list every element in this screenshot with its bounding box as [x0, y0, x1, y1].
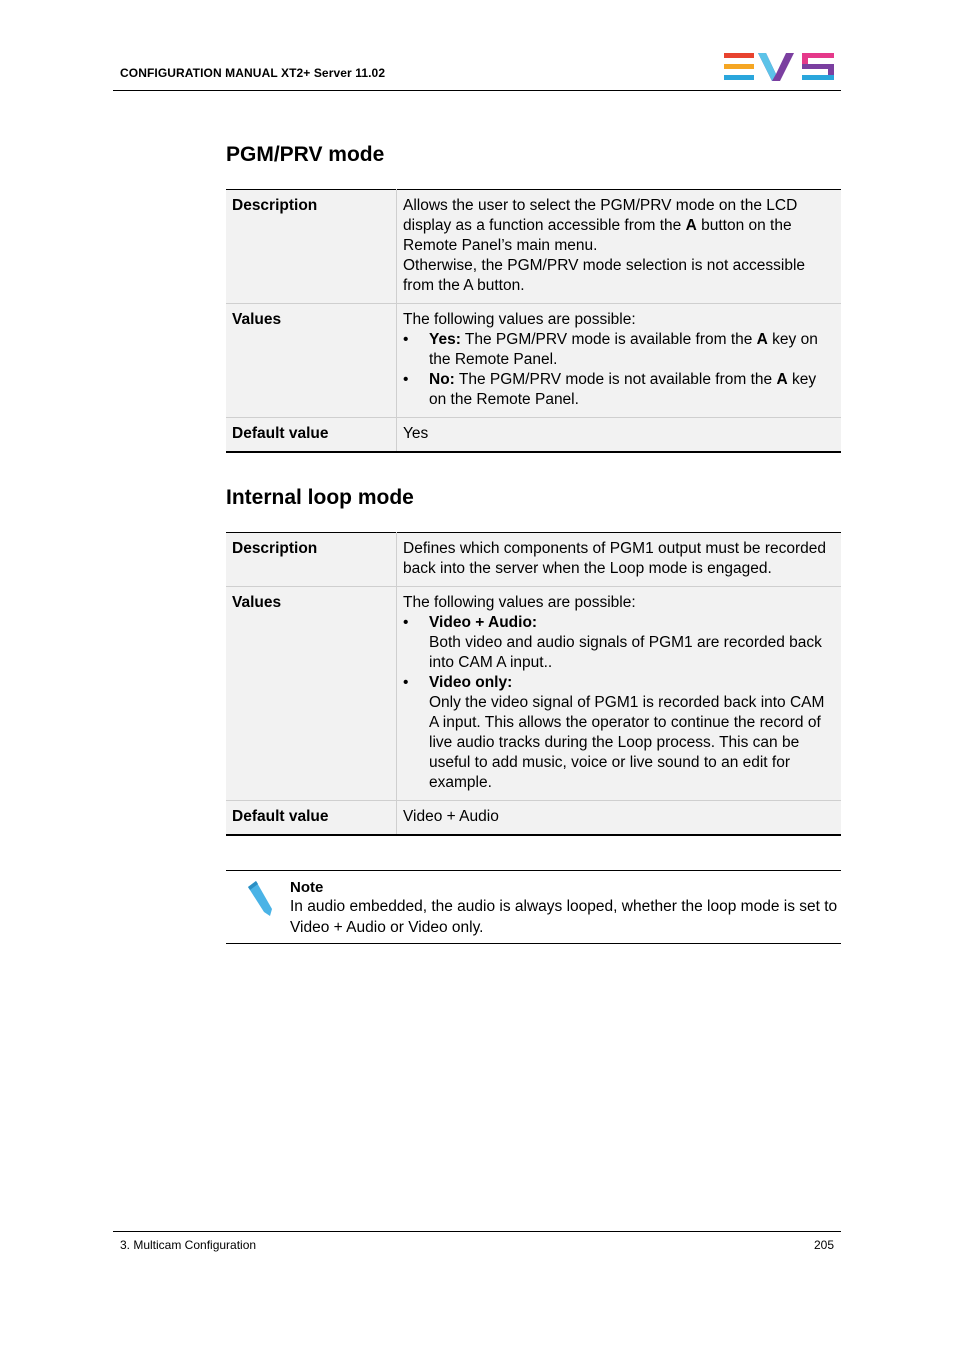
text-run: Defines which components of PGM1 output must be recorded back into the server when the Loop mode is engaged.: [403, 540, 827, 577]
note-text: In audio embedded, the audio is always looped, whether the loop mode is set to Video + Audio or Video only.: [290, 898, 838, 936]
list-item: [403, 673, 834, 793]
pencil-icon: [244, 879, 274, 917]
bold-text: Video only:: [429, 674, 513, 691]
bold-text: Yes:: [429, 331, 461, 348]
property-value: [397, 801, 842, 836]
property-name: Values: [226, 304, 397, 418]
values-intro: The following values are possible:: [403, 594, 636, 611]
property-value: [397, 304, 842, 418]
value-line: [403, 424, 834, 444]
values-intro: The following values are possible:: [403, 311, 636, 328]
text-run: Video + Audio: [403, 808, 499, 825]
property-value: [397, 190, 842, 304]
list-item: [403, 370, 834, 410]
table-row: [226, 190, 841, 304]
internal-loop-properties-table: [226, 532, 841, 836]
table-row: [226, 418, 841, 453]
bold-text: A: [776, 371, 788, 388]
text-run: The PGM/PRV mode is available from the: [460, 331, 757, 348]
text-run: button on the Remote Panel’s main menu.: [403, 217, 792, 254]
property-name: Default value: [226, 801, 397, 836]
bold-text: A: [685, 217, 697, 234]
evs-logo: [724, 52, 836, 82]
property-name: Default value: [226, 418, 397, 453]
table-row: [226, 533, 841, 587]
bold-text: Video + Audio:: [429, 614, 538, 631]
value-line: [403, 196, 834, 256]
list-item: [403, 330, 834, 370]
header-divider: [113, 90, 841, 91]
section-title-internal-loop: Internal loop mode: [226, 486, 414, 509]
note-box: [226, 870, 841, 944]
list-item: [403, 613, 834, 673]
table-row: [226, 587, 841, 801]
bold-text: A: [756, 331, 768, 348]
value-line: [403, 807, 834, 827]
table-row: [226, 801, 841, 836]
values-list: [403, 330, 834, 410]
text-run: Only the video signal of PGM1 is recorded back into CAM A input. This allows the operator to continue the record of live audio tracks during the Loop process. This can be useful to add music, voice or live sound to an edit for example.: [429, 694, 825, 791]
table-row: [226, 304, 841, 418]
bold-text: No:: [429, 371, 455, 388]
section-title-pgm-prv: PGM/PRV mode: [226, 143, 385, 166]
page-number: 205: [813, 1238, 834, 1252]
footer-chapter: 3. Multicam Configuration: [120, 1238, 257, 1252]
property-value: [397, 587, 842, 801]
property-name: Description: [226, 190, 397, 304]
text-run: key on the Remote Panel.: [429, 371, 817, 408]
value-line: [403, 256, 834, 296]
values-list: [403, 613, 834, 793]
footer-divider: [113, 1231, 841, 1232]
text-run: key on the Remote Panel.: [429, 331, 818, 368]
property-name: Description: [226, 533, 397, 587]
value-line: [403, 539, 834, 579]
text-run: Both video and audio signals of PGM1 are recorded back into CAM A input..: [429, 634, 822, 671]
property-value: [397, 418, 842, 453]
property-name: Values: [226, 587, 397, 801]
text-run: Otherwise, the PGM/PRV mode selection is not accessible from the A button.: [403, 257, 806, 294]
pgm-prv-properties-table: [226, 189, 841, 453]
text-run: The PGM/PRV mode is not available from the: [454, 371, 777, 388]
document-header-title: CONFIGURATION MANUAL XT2+ Server 11.02: [120, 66, 386, 80]
text-run: Yes: [403, 425, 429, 442]
note-title: Note: [290, 879, 324, 896]
property-value: [397, 533, 842, 587]
text-run: Allows the user to select the PGM/PRV mode on the LCD display as a function accessible from the: [403, 197, 798, 234]
